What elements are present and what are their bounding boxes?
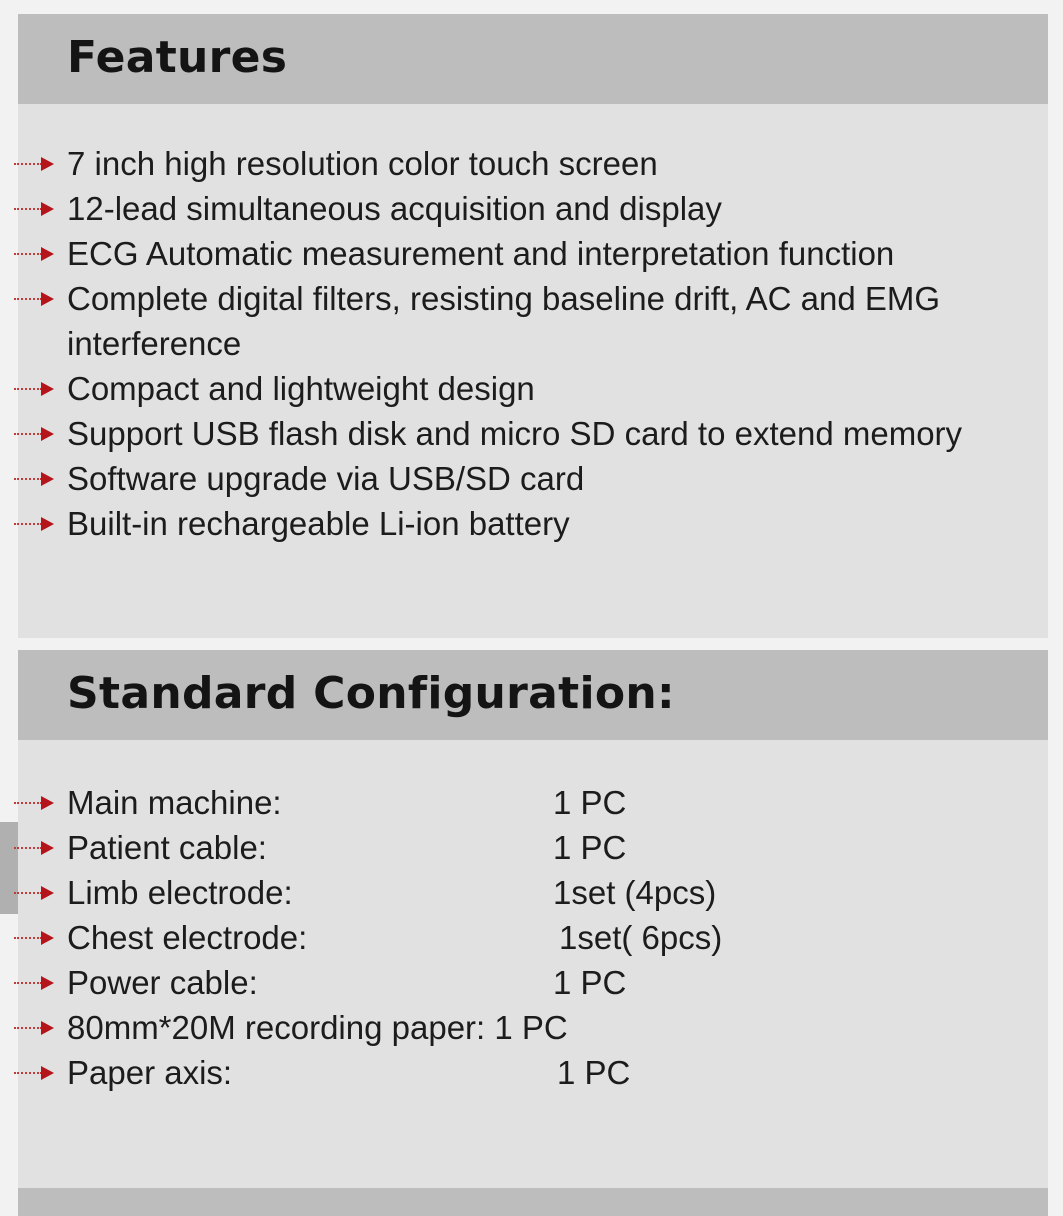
arrow-bullet-icon: [14, 886, 60, 900]
configuration-label: Power cable:: [67, 964, 258, 1001]
arrow-bullet-icon: [14, 517, 60, 531]
feature-item: [18, 141, 997, 186]
configuration-item: [18, 780, 722, 825]
configuration-label: 80mm*20M recording paper:: [67, 1009, 486, 1046]
arrow-bullet-icon: [14, 472, 60, 486]
feature-item: [18, 456, 997, 501]
configuration-quantity: 1 PC: [553, 964, 627, 1001]
configuration-quantity: 1set (4pcs): [553, 874, 717, 911]
arrow-bullet-icon: [14, 157, 60, 171]
features-title: Features: [67, 32, 288, 83]
configuration-title: Standard Configuration:: [67, 668, 675, 719]
feature-item: [18, 366, 997, 411]
arrow-bullet-icon: [14, 1021, 60, 1035]
configuration-label: Main machine:: [67, 784, 282, 821]
configuration-item: [18, 825, 722, 870]
feature-text: 7 inch high resolution color touch screen: [67, 145, 658, 182]
configuration-quantity: 1 PC: [494, 1009, 568, 1046]
arrow-bullet-icon: [14, 292, 60, 306]
feature-item: [18, 231, 997, 276]
configuration-label: Paper axis:: [67, 1054, 233, 1091]
configuration-item: [18, 915, 722, 960]
configuration-item: [18, 1050, 722, 1095]
arrow-bullet-icon: [14, 427, 60, 441]
configuration-item: [18, 960, 722, 1005]
left-edge-mark: [0, 822, 18, 914]
arrow-bullet-icon: [14, 382, 60, 396]
arrow-bullet-icon: [14, 202, 60, 216]
arrow-bullet-icon: [14, 1066, 60, 1080]
features-section: [18, 14, 1048, 638]
feature-text: ECG Automatic measurement and interpretation function: [67, 235, 895, 272]
configuration-label: Limb electrode:: [67, 874, 293, 911]
feature-item: [18, 276, 997, 366]
configuration-header: [18, 650, 1048, 740]
configuration-label: Patient cable:: [67, 829, 267, 866]
configuration-item: [18, 870, 722, 915]
configuration-quantity: 1set( 6pcs): [559, 919, 723, 956]
arrow-bullet-icon: [14, 931, 60, 945]
feature-item: [18, 186, 997, 231]
arrow-bullet-icon: [14, 247, 60, 261]
feature-text: Built-in rechargeable Li-ion battery: [67, 505, 570, 542]
features-header: [18, 14, 1048, 104]
feature-item: [18, 501, 997, 546]
configuration-quantity: 1 PC: [557, 1054, 631, 1091]
arrow-bullet-icon: [14, 796, 60, 810]
features-list: [18, 141, 997, 546]
next-section-header: [18, 1188, 1048, 1216]
arrow-bullet-icon: [14, 841, 60, 855]
feature-text: Support USB flash disk and micro SD card to extend memory: [67, 415, 963, 452]
feature-text: Compact and lightweight design: [67, 370, 535, 407]
configuration-label: Chest electrode:: [67, 919, 308, 956]
feature-text: Software upgrade via USB/SD card: [67, 460, 585, 497]
standard-configuration-section: [18, 650, 1048, 1188]
arrow-bullet-icon: [14, 976, 60, 990]
configuration-item: [18, 1005, 722, 1050]
configuration-quantity: 1 PC: [553, 784, 627, 821]
feature-text: 12-lead simultaneous acquisition and display: [67, 190, 722, 227]
feature-text: Complete digital filters, resisting baseline drift, AC and EMG interference: [67, 280, 941, 362]
configuration-list: [18, 780, 722, 1095]
feature-item: [18, 411, 997, 456]
configuration-quantity: 1 PC: [553, 829, 627, 866]
